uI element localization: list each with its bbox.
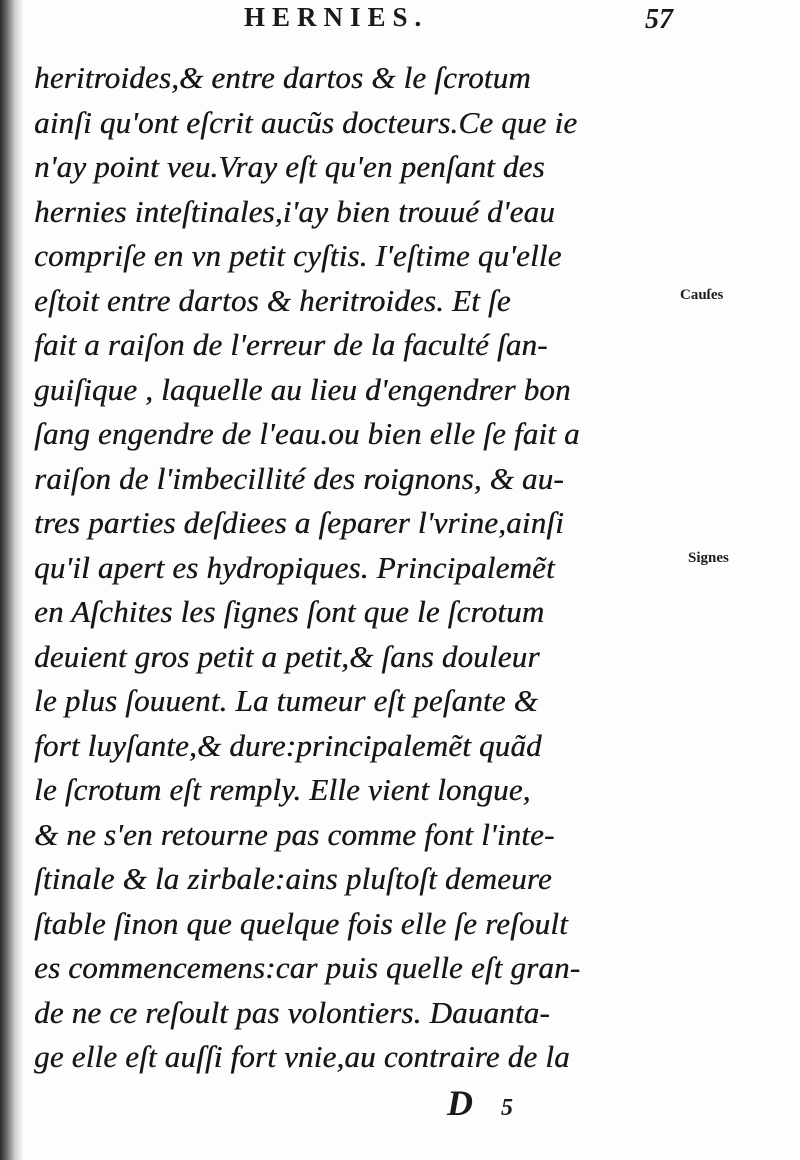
running-head: HERNIES. <box>244 2 429 32</box>
text-line-10: raiſon de l'imbecillité des roignons, & au- <box>34 460 564 496</box>
margin-note-causes: Cauſes <box>680 287 724 303</box>
text-line-16: fort luyſante,& dure:principalemẽt quãd <box>34 727 542 763</box>
text-line-8: guiſique , laquelle au lieu d'engendrer bon <box>34 371 571 407</box>
margin-note-signes: Signes <box>688 550 729 566</box>
text-line-6: eſtoit entre dartos & heritroides. Et ſe <box>34 282 511 318</box>
text-line-21: es commencemens:car puis quelle eſt gran- <box>34 950 581 985</box>
text-line-1: heritroides,& entre dartos & le ſcrotum <box>34 60 531 95</box>
text-line-4: hernies inteſtinales,i'ay bien trouué d'eau <box>34 193 555 229</box>
text-line-5: compriſe en vn petit cyſtis. I'eſtime qu'elle <box>34 238 562 273</box>
text-line-19: ſtinale & la zirbale:ains pluſtoſt demeure <box>34 861 552 896</box>
signature-mark <box>447 1082 513 1124</box>
text-line-15: le plus ſouuent. La tumeur eſt peſante & <box>34 683 538 718</box>
text-line-3: n'ay point veu.Vray eſt qu'en penſant des <box>34 149 545 184</box>
gutter-shadow <box>0 0 24 1160</box>
text-line-22: de ne ce reſoult pas volontiers. Dauanta- <box>34 994 550 1030</box>
signature-letter: D <box>447 1083 501 1123</box>
text-line-17: le ſcrotum eſt remply. Elle vient longue, <box>34 772 531 807</box>
page-number: 57 <box>645 4 673 35</box>
text-line-9: ſang engendre de l'eau.ou bien elle ſe fait a <box>34 416 580 451</box>
text-line-20: ſtable ſinon que quelque fois elle ſe reſoult <box>34 905 568 941</box>
text-line-2: ainſi qu'ont eſcrit aucũs docteurs.Ce que ie <box>34 104 578 140</box>
body-text <box>34 56 684 1080</box>
text-line-12: qu'il apert es hydropiques. Principalemẽt <box>34 549 555 585</box>
text-line-18: & ne s'en retourne pas comme font l'inte- <box>34 816 555 852</box>
text-line-23: ge elle eſt auſſi fort vnie,au contraire de la <box>34 1039 570 1074</box>
text-line-7: fait a raiſon de l'erreur de la faculté ſan- <box>34 327 548 362</box>
signature-number: 5 <box>501 1095 513 1121</box>
text-line-11: tres parties deſdiees a ſeparer l'vrine,ainſi <box>34 505 564 540</box>
text-line-13: en Aſchites les ſignes ſont que le ſcrotum <box>34 594 545 629</box>
text-line-14: deuient gros petit a petit,& ſans douleur <box>34 638 540 674</box>
